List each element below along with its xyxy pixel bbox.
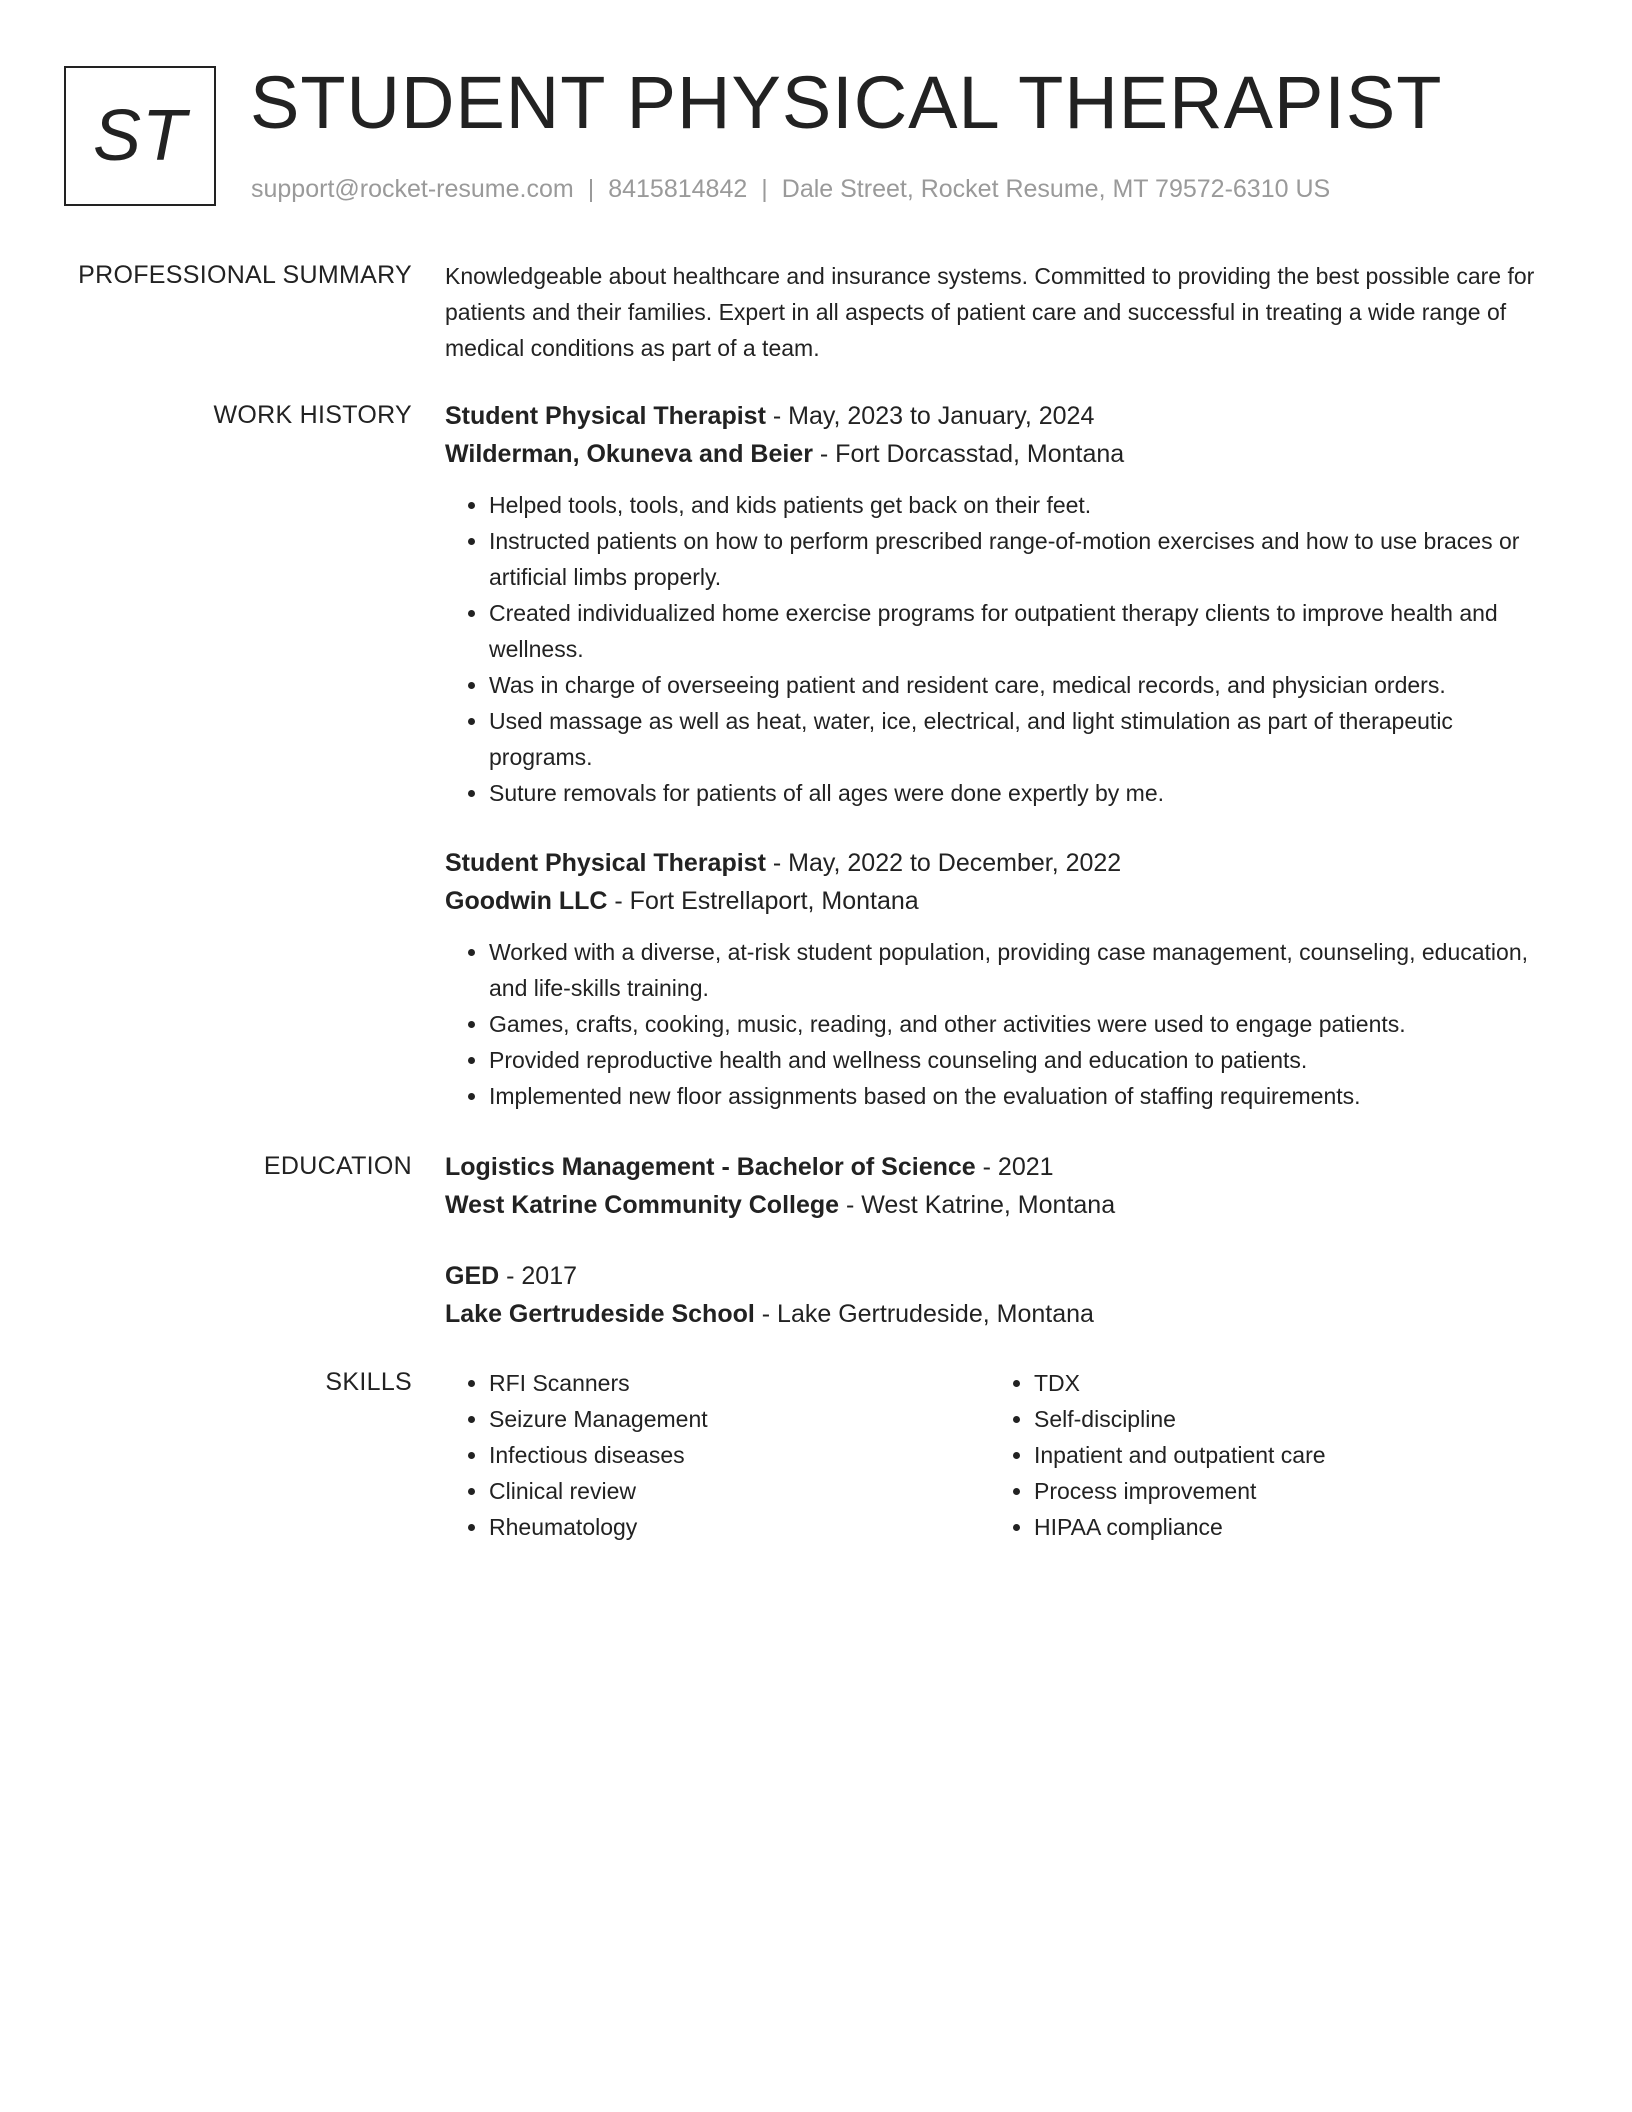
summary-text: Knowledgeable about healthcare and insurance systems. Committed to providing the best possible care for patients and their families. Expert in all aspects of patient care and successful in treating a wide range of medical conditions as part of a team. [445, 263, 1535, 361]
section-label-education: EDUCATION [263, 1152, 412, 1180]
skill-item: • Clinical review [489, 1473, 990, 1509]
skill-item: • HIPAA compliance [1034, 1509, 1535, 1545]
job-company-line [445, 882, 1535, 920]
job-bullet: • Provided reproductive health and wellness counseling and education to patients. [489, 1042, 1535, 1078]
job-company: Wilderman, Okuneva and Beier [445, 440, 813, 468]
job-bullet: • Helped tools, tools, and kids patients get back on their feet. [489, 487, 1535, 523]
skills-list [990, 1365, 1535, 1545]
degree-name: Logistics Management - Bachelor of Science [445, 1153, 976, 1181]
job-bullet: • Games, crafts, cooking, music, reading, and other activities were used to engage patients. [489, 1006, 1535, 1042]
skills-list [445, 1365, 990, 1545]
skills-body [445, 1365, 1535, 1545]
degree-year: - 2021 [975, 1153, 1054, 1181]
summary-body [445, 258, 1535, 366]
monogram-logo [64, 66, 216, 206]
section-label-summary: PROFESSIONAL SUMMARY [78, 261, 412, 289]
job-company: Goodwin LLC [445, 887, 608, 915]
education-entry [445, 1257, 1535, 1333]
degree-line [445, 1257, 1535, 1295]
skills-column-left [445, 1365, 990, 1545]
education-body [445, 1148, 1535, 1333]
job-bullet: • Worked with a diverse, at-risk student population, providing case management, counseling, education, and life-skills training. [489, 934, 1535, 1006]
section-label-skills: SKILLS [325, 1368, 412, 1396]
job-dates: - May, 2022 to December, 2022 [765, 849, 1122, 877]
contact-email: support@rocket-resume.com [251, 175, 574, 203]
skills-column-right [990, 1365, 1535, 1545]
job-title: Student Physical Therapist [445, 402, 766, 430]
contact-line [251, 174, 1330, 204]
job-bullet: • Instructed patients on how to perform prescribed range-of-motion exercises and how to use braces or artificial limbs properly. [489, 523, 1535, 595]
job-bullets [445, 934, 1535, 1114]
skill-item: • Seizure Management [489, 1401, 990, 1437]
skill-item: • RFI Scanners [489, 1365, 990, 1401]
degree-year: - 2017 [499, 1262, 578, 1290]
skills-columns [445, 1365, 1535, 1545]
school-line [445, 1295, 1535, 1333]
skill-item: • Rheumatology [489, 1509, 990, 1545]
job-location: - Fort Estrellaport, Montana [607, 887, 919, 915]
contact-separator: | [761, 175, 768, 203]
skill-item: • Infectious diseases [489, 1437, 990, 1473]
job-location: - Fort Dorcasstad, Montana [812, 440, 1125, 468]
skill-item: • Self-discipline [1034, 1401, 1535, 1437]
job-title-line [445, 844, 1535, 882]
job-title-line [445, 397, 1535, 435]
section-label-work-history: WORK HISTORY [213, 401, 412, 429]
skill-item: • TDX [1034, 1365, 1535, 1401]
degree-name: GED [445, 1262, 500, 1290]
school-name: West Katrine Community College [445, 1191, 840, 1219]
job-bullet: • Suture removals for patients of all ages were done expertly by me. [489, 775, 1535, 811]
skill-item: • Process improvement [1034, 1473, 1535, 1509]
contact-separator: | [587, 175, 595, 203]
contact-address: Dale Street, Rocket Resume, MT 79572-6310 US [781, 175, 1331, 203]
job-bullet: • Implemented new floor assignments based on the evaluation of staffing requirements. [489, 1078, 1535, 1114]
job-company-line [445, 435, 1535, 473]
job-bullet: • Was in charge of overseeing patient and resident care, medical records, and physician orders. [489, 667, 1535, 703]
job-title: Student Physical Therapist [445, 849, 766, 877]
work-history-body [445, 397, 1535, 1114]
degree-line [445, 1148, 1535, 1186]
job-bullet: • Created individualized home exercise programs for outpatient therapy clients to improve health and wellness. [489, 595, 1535, 667]
resume-title: STUDENT PHYSICAL THERAPIST [250, 61, 1443, 144]
job-bullets [445, 487, 1535, 811]
monogram-initials: ST [92, 96, 187, 176]
school-location: - Lake Gertrudeside, Montana [754, 1300, 1094, 1328]
job-entry [445, 397, 1535, 811]
school-line [445, 1186, 1535, 1224]
job-dates: - May, 2023 to January, 2024 [765, 402, 1095, 430]
job-entry [445, 844, 1535, 1114]
skill-item: • Inpatient and outpatient care [1034, 1437, 1535, 1473]
school-location: - West Katrine, Montana [839, 1191, 1116, 1219]
job-bullet: • Used massage as well as heat, water, ice, electrical, and light stimulation as part of therapeutic programs. [489, 703, 1535, 775]
education-entry [445, 1148, 1535, 1224]
school-name: Lake Gertrudeside School [445, 1300, 755, 1328]
contact-phone: 8415814842 [608, 175, 748, 203]
